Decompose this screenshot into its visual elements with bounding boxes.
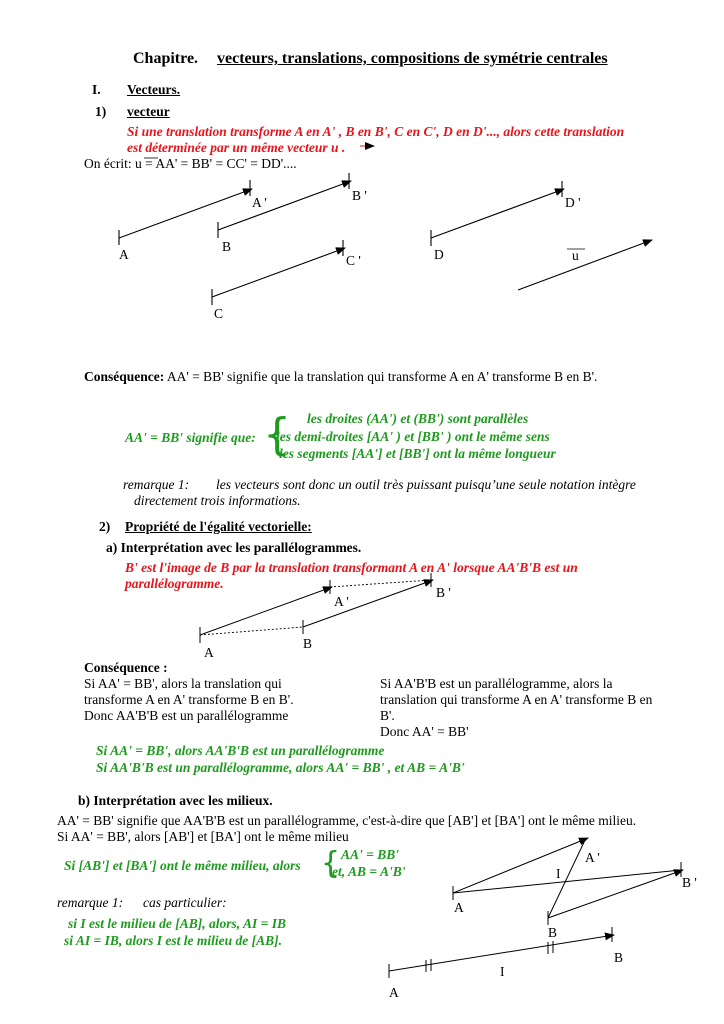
- fig4-label-a: A: [389, 985, 399, 1000]
- point-label-d: D: [434, 247, 444, 262]
- subsection-2-title: Propriété de l'égalité vectorielle:: [125, 519, 312, 534]
- condition-same-length: les segments [AA'] et [BB'] ont la même longueur: [279, 446, 556, 461]
- remark-2-text: cas particulier:: [143, 895, 227, 910]
- part-a-red-line-1: B' est l'image de B par la translation transformant A en A' lorsque AA'B'B est un: [125, 560, 578, 575]
- part-b-title: b) Interprétation avec les milieux.: [78, 793, 273, 808]
- point-label-c: C: [214, 306, 224, 321]
- fig2-label-b: B: [303, 636, 313, 651]
- midpoint-rule-lhs: Si [AB'] et [BA'] ont le même milieu, alors: [64, 858, 301, 873]
- definition-line-2: est déterminée par un même vecteur u .: [127, 140, 346, 155]
- consequence-right-2: translation qui transforme A en A' transforme B en: [380, 692, 653, 707]
- fig4-label-b: B: [614, 950, 624, 965]
- point-label-b: B: [222, 239, 232, 254]
- curly-brace-icon: {: [263, 409, 291, 460]
- consequence-label: Conséquence:: [84, 369, 165, 384]
- point-label-c-prime: C ': [346, 253, 361, 268]
- rule-parallelogram-2: Si AA'B'B est un parallélogramme, alors AA' = BB' , et AB = A'B': [96, 760, 465, 775]
- remark-line-2: directement trois informations.: [134, 493, 301, 508]
- condition-parallel: les droites (AA') et (BB') sont parallèles: [307, 411, 529, 426]
- part-b-line-1: AA' = BB' signifie que AA'B'B est un parallélogramme, c'est-à-dire que [AB'] et [BA'] ont le même milieu.: [57, 813, 637, 828]
- fig2-label-a-prime: A ': [334, 594, 349, 609]
- definition-line-1: Si une translation transforme A en A' , B en B', C en C', D en D'..., alors cette translation: [127, 124, 625, 139]
- point-label-a: A: [119, 247, 129, 262]
- midpoint-rule-result-2: et, AB = A'B': [332, 864, 406, 879]
- fig4-label-i: I: [500, 964, 505, 979]
- subsection-title: vecteur: [127, 104, 170, 119]
- section-title: Vecteurs.: [127, 82, 181, 97]
- part-b-line-2: Si AA' = BB', alors [AB'] et [BA'] ont le même milieu: [57, 829, 349, 844]
- remark-line-1: les vecteurs sont donc un outil très puissant puisqu’une seule notation intègre: [216, 477, 636, 492]
- consequence-left-2: transforme A en A' transforme B en B'.: [84, 692, 294, 707]
- remark-label: remarque 1:: [123, 477, 190, 492]
- section-number: I.: [92, 82, 101, 97]
- midpoint-rule-result-1: AA' = BB': [341, 847, 399, 862]
- remark-2-label: remarque 1:: [57, 895, 124, 910]
- consequence-right-3: B'.: [380, 708, 395, 723]
- part-a-red-line-2: parallélogramme.: [125, 576, 224, 591]
- fig2-label-a: A: [204, 645, 214, 660]
- point-label-b-prime: B ': [352, 188, 367, 203]
- consequence-2-label: Conséquence :: [84, 660, 168, 675]
- signification-lhs: AA' = BB' signifie que:: [125, 430, 256, 445]
- consequence-left-1: Si AA' = BB', alors la translation qui: [84, 676, 282, 691]
- midpoint-special-1: si I est le milieu de [AB], alors, AI = IB: [68, 916, 286, 931]
- consequence-right-1: Si AA'B'B est un parallélogramme, alors la: [380, 676, 613, 691]
- midpoint-special-2: si AI = IB, alors I est le milieu de [AB].: [64, 933, 282, 948]
- subsection-2-number: 2): [99, 519, 111, 534]
- part-a-title: a) Interprétation avec les parallélogrammes.: [106, 540, 362, 555]
- vector-label-u: u: [572, 248, 579, 263]
- subsection-number: 1): [95, 104, 107, 119]
- fig3-label-a-prime: A ': [585, 850, 600, 865]
- notation-line: On écrit: u = AA' = BB' = CC' = DD'....: [84, 156, 297, 171]
- fig3-label-b-prime: B ': [682, 875, 697, 890]
- chapter-label: Chapitre.: [133, 50, 199, 67]
- consequence-left-3: Donc AA'B'B est un parallélogramme: [84, 708, 289, 723]
- point-label-d-prime: D ': [565, 195, 581, 210]
- curly-brace-small-icon: {: [321, 846, 341, 881]
- chapter-title: vecteurs, translations, compositions de symétrie centrales: [217, 50, 608, 67]
- fig3-label-i: I: [556, 866, 561, 881]
- rule-parallelogram-1: Si AA' = BB', alors AA'B'B est un parallélogramme: [96, 743, 385, 758]
- condition-same-direction: les demi-droites [AA' ) et [BB' ) ont le même sens: [276, 429, 550, 444]
- fig2-label-b-prime: B ': [436, 585, 451, 600]
- consequence-right-4: Donc AA' = BB': [380, 724, 469, 739]
- fig3-label-b: B: [548, 925, 558, 940]
- fig3-label-a: A: [454, 900, 464, 915]
- consequence-block: [84, 369, 597, 385]
- point-label-a-prime: A ': [252, 195, 267, 210]
- consequence-text: AA' = BB' signifie que la translation qui transforme A en A' transforme B en B'.: [166, 369, 598, 384]
